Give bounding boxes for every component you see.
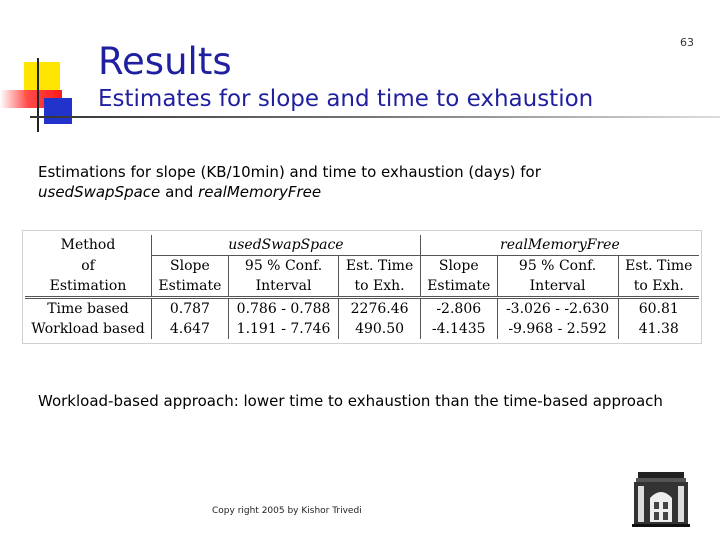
- table-cell: -3.026 - -2.630: [497, 298, 618, 320]
- intro-and: and: [160, 183, 199, 201]
- table-cell: 2276.46: [339, 298, 420, 320]
- duke-chapel-logo-svg: [630, 470, 692, 528]
- col-header-bottom: to Exh.: [339, 276, 420, 298]
- duke-chapel-logo-icon: [630, 470, 692, 528]
- col-header-top: Slope: [420, 256, 497, 277]
- group-header-used-swap: usedSwapSpace: [152, 235, 421, 256]
- conclusion-text: Workload-based approach: lower time to exhaustion than the time-based approach: [38, 392, 663, 410]
- method-header-2: of: [81, 257, 95, 274]
- table-header-row-2: [25, 256, 699, 277]
- method-header-3: Estimation: [25, 276, 152, 298]
- table-cell: 0.786 - 0.788: [228, 298, 339, 320]
- col-header-top: Slope: [152, 256, 229, 277]
- results-table: [22, 230, 702, 344]
- table-cell: 1.191 - 7.746: [228, 319, 339, 339]
- intro-text: [38, 162, 698, 202]
- table-header-row-3: [25, 276, 699, 298]
- table-cell: -4.1435: [420, 319, 497, 339]
- table-cell: 41.38: [618, 319, 699, 339]
- table-cell: 60.81: [618, 298, 699, 320]
- var-used-swap: usedSwapSpace: [38, 183, 161, 201]
- table-cell: 4.647: [152, 319, 229, 339]
- row-method: Time based: [25, 298, 152, 320]
- table-cell: 490.50: [339, 319, 420, 339]
- group-header-real-memory: realMemoryFree: [420, 235, 699, 256]
- var-real-memory: realMemoryFree: [198, 183, 322, 201]
- intro-line2: [38, 182, 698, 202]
- col-header-bottom: Interval: [228, 276, 339, 298]
- table-cell: -2.806: [420, 298, 497, 320]
- page-number: 63: [680, 36, 694, 49]
- col-header-top: 95 % Conf.: [497, 256, 618, 277]
- slide-title: Results: [98, 40, 232, 83]
- table-row: [25, 298, 699, 320]
- col-header-top: Est. Time: [339, 256, 420, 277]
- table-cell: -9.968 - 2.592: [497, 319, 618, 339]
- table-header-row-1: [25, 235, 699, 256]
- col-header-top: 95 % Conf.: [228, 256, 339, 277]
- results-table-grid: [25, 235, 699, 339]
- title-underline: [30, 116, 720, 118]
- col-header-bottom: to Exh.: [618, 276, 699, 298]
- row-method: Workload based: [31, 321, 145, 337]
- col-header-bottom: Estimate: [152, 276, 229, 298]
- decor-vertical-line: [37, 58, 39, 132]
- col-header-top: Est. Time: [618, 256, 699, 277]
- intro-line1: Estimations for slope (KB/10min) and time to exhaustion (days) for: [38, 163, 541, 181]
- slide-subtitle: Estimates for slope and time to exhaustion: [98, 86, 594, 112]
- col-header-bottom: Estimate: [420, 276, 497, 298]
- method-header-1: Method: [60, 237, 116, 254]
- table-cell: 0.787: [152, 298, 229, 320]
- table-row: [25, 319, 699, 339]
- col-header-bottom: Interval: [497, 276, 618, 298]
- copyright-footer: Copy right 2005 by Kishor Trivedi: [212, 506, 362, 516]
- decor-blue-square: [44, 98, 72, 124]
